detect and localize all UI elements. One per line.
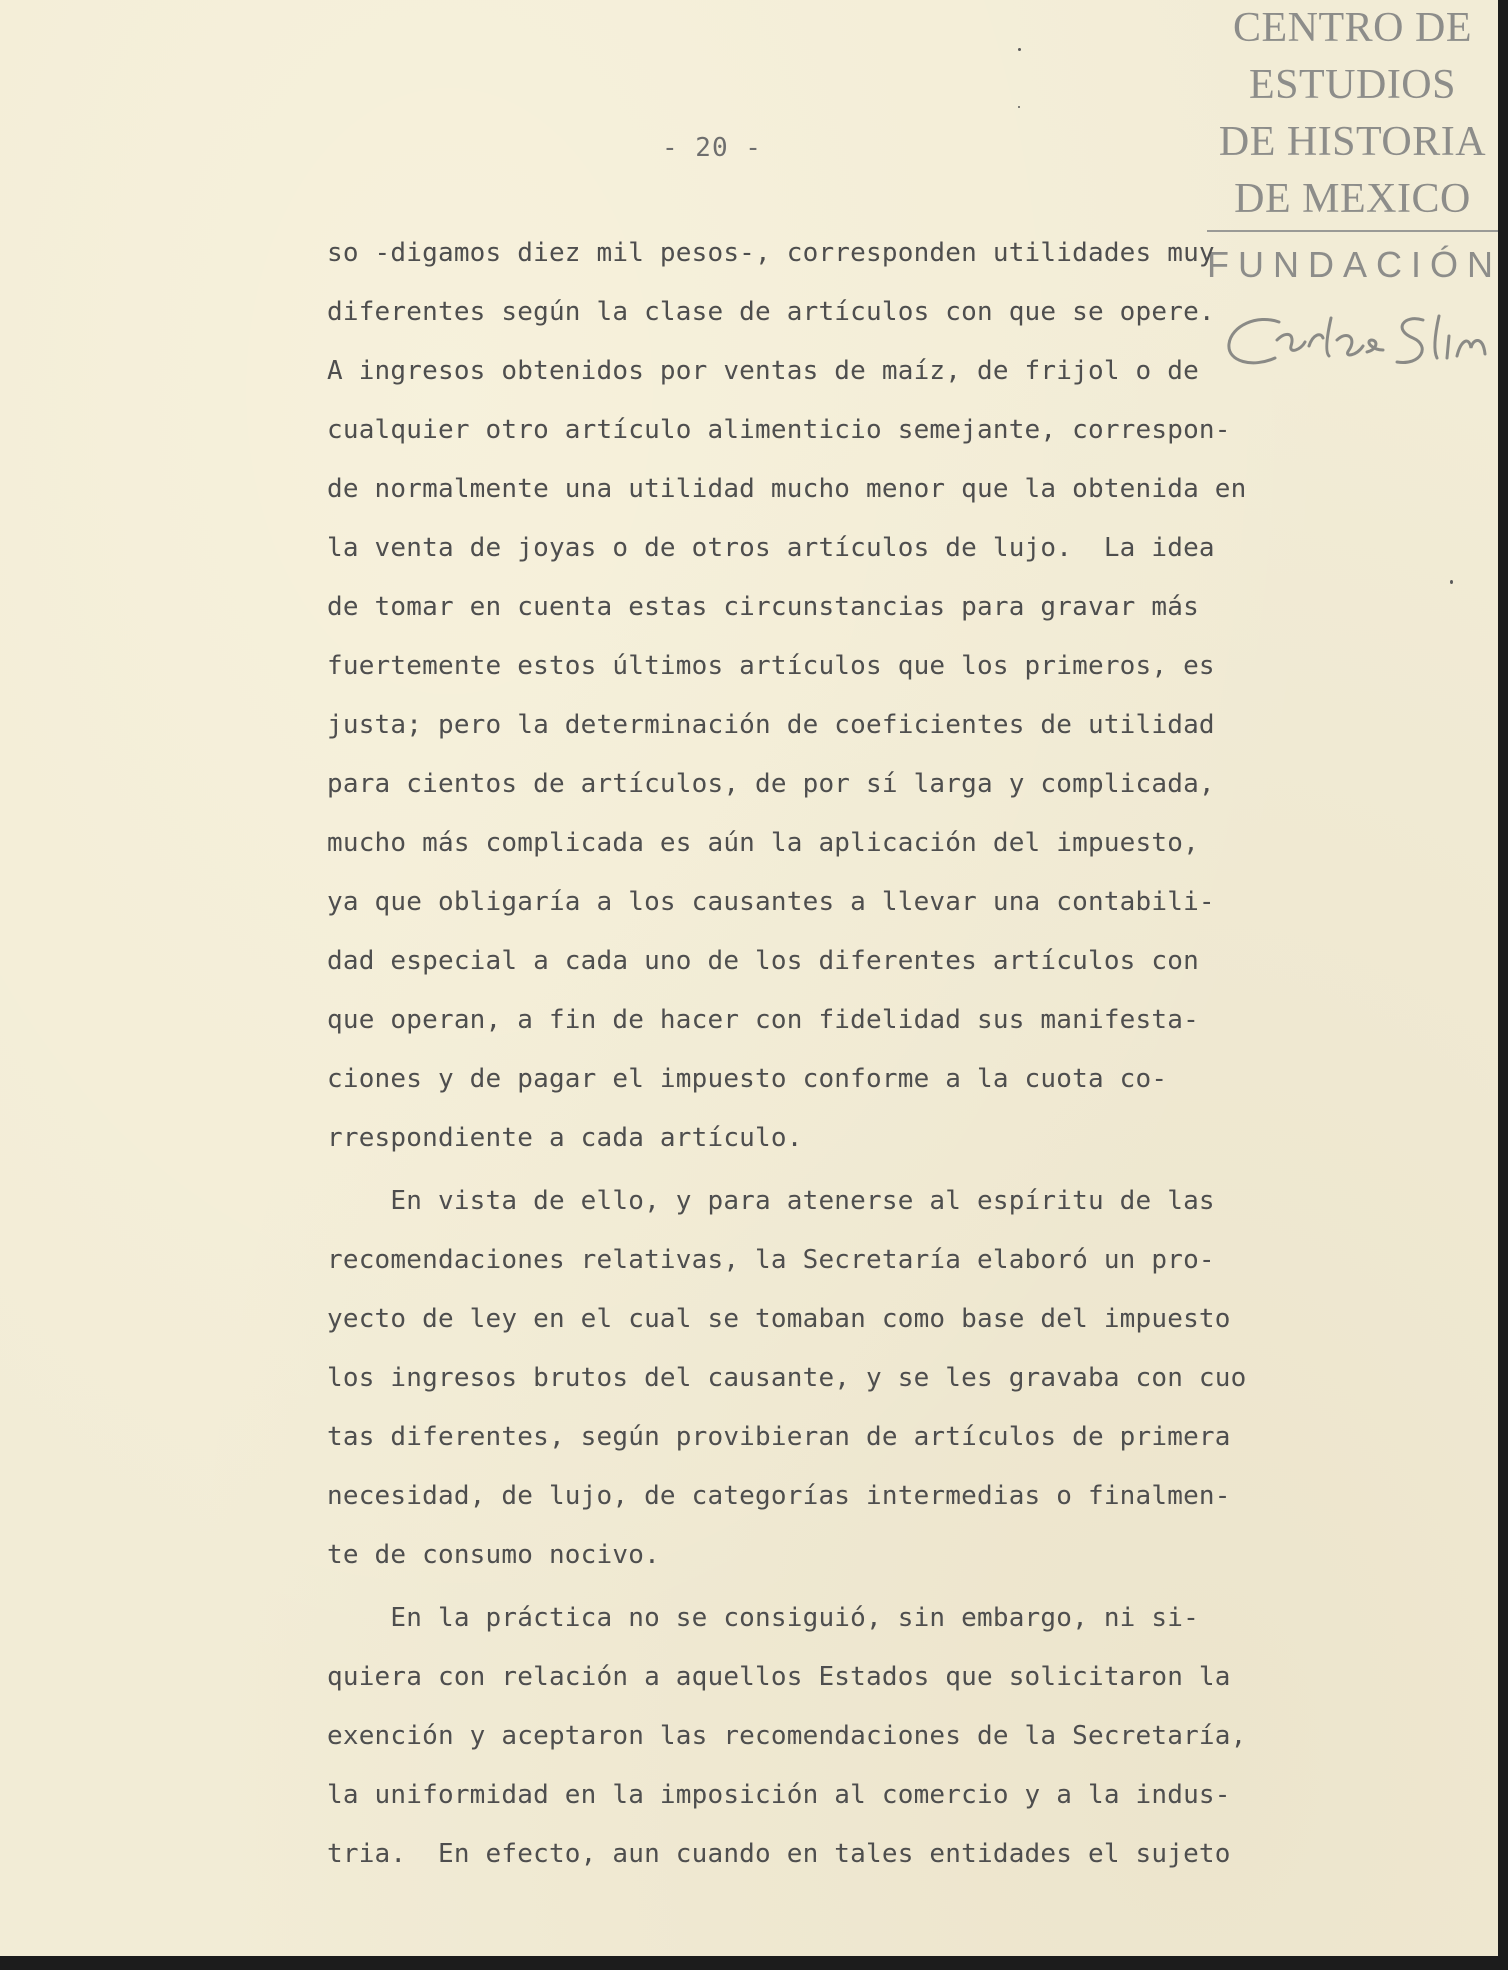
page-number: - 20 -: [662, 133, 762, 163]
stamp-line: CENTRO DE: [1233, 5, 1472, 51]
paper-speck: [1018, 106, 1020, 108]
text-line: En la práctica no se consiguió, sin embargo, ni si-: [327, 1603, 1199, 1633]
stamp-line: DE HISTORIA: [1218, 119, 1487, 165]
text-line: fuertemente estos últimos artículos que los primeros, es: [327, 651, 1215, 681]
paragraph: [327, 1172, 1367, 1585]
text-line: rrespondiente a cada artículo.: [327, 1123, 803, 1153]
text-line: que operan, a fin de hacer con fidelidad sus manifesta-: [327, 1005, 1199, 1035]
text-line: mucho más complicada es aún la aplicación del impuesto,: [327, 828, 1199, 858]
paragraph: [327, 224, 1367, 1168]
text-line: recomendaciones relativas, la Secretaría elaboró un pro-: [327, 1245, 1215, 1275]
text-line: tas diferentes, según provibieran de artículos de primera: [327, 1422, 1231, 1452]
text-line: justa; pero la determinación de coeficientes de utilidad: [327, 710, 1215, 740]
stamp-foundation-label: FUNDACIÓN: [1207, 244, 1502, 285]
text-line: dad especial a cada uno de los diferentes artículos con: [327, 946, 1199, 976]
text-line: diferentes según la clase de artículos con que se opere.: [327, 297, 1215, 327]
typed-body-text: [327, 224, 1367, 1884]
paper-speck: [1450, 580, 1453, 584]
text-line: los ingresos brutos del causante, y se les gravaba con cuo: [327, 1363, 1247, 1393]
text-line: de normalmente una utilidad mucho menor que la obtenida en: [327, 474, 1247, 504]
text-line: exención y aceptaron las recomendaciones de la Secretaría,: [327, 1721, 1247, 1751]
paragraph: [327, 1589, 1367, 1884]
text-line: yecto de ley en el cual se tomaban como base del impuesto: [327, 1304, 1231, 1334]
text-line: ya que obligaría a los causantes a llevar una contabili-: [327, 887, 1215, 917]
text-line: tria. En efecto, aun cuando en tales entidades el sujeto: [327, 1839, 1231, 1869]
text-line: so -digamos diez mil pesos-, corresponden utilidades muy: [327, 238, 1215, 268]
text-line: necesidad, de lujo, de categorías intermedias o finalmen-: [327, 1481, 1231, 1511]
text-line: ciones y de pagar el impuesto conforme a la cuota co-: [327, 1064, 1168, 1094]
text-line: cualquier otro artículo alimenticio semejante, correspon-: [327, 415, 1231, 445]
text-line: para cientos de artículos, de por sí larga y complicada,: [327, 769, 1215, 799]
paper-speck: [1018, 48, 1021, 51]
stamp-line: ESTUDIOS: [1248, 62, 1456, 108]
text-line: A ingresos obtenidos por ventas de maíz, de frijol o de: [327, 356, 1199, 386]
text-line: quiera con relación a aquellos Estados que solicitaron la: [327, 1662, 1231, 1692]
stamp-line: DE MEXICO: [1234, 176, 1471, 222]
text-line: En vista de ello, y para atenerse al espíritu de las: [327, 1186, 1215, 1216]
text-line: la uniformidad en la imposición al comercio y a la indus-: [327, 1780, 1231, 1810]
text-line: la venta de joyas o de otros artículos de lujo. La idea: [327, 533, 1215, 563]
text-line: te de consumo nocivo.: [327, 1540, 660, 1570]
text-line: de tomar en cuenta estas circunstancias para gravar más: [327, 592, 1199, 622]
